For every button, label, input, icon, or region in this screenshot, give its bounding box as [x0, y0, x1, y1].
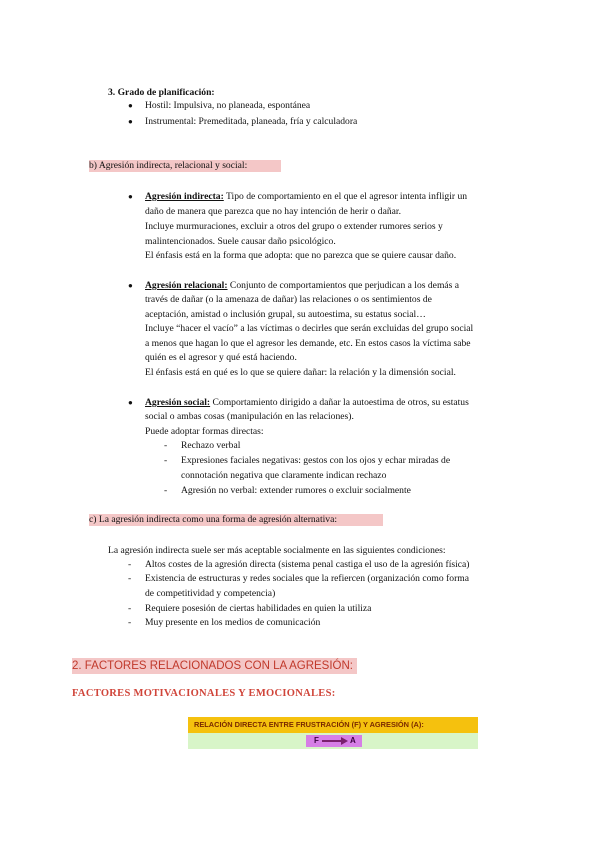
- relacional-line: aceptación, amistad o inclusión grupal, su autoestima, su estatus social…: [145, 309, 426, 320]
- a-label: A: [350, 736, 356, 745]
- form-item: connotación negativa que claramente indican rechazo: [181, 470, 387, 481]
- dash-icon: -: [164, 485, 168, 496]
- condition-item: Muy presente en los medios de comunicación: [145, 617, 321, 628]
- social-line-1: [145, 397, 469, 409]
- bullet-icon: ●: [128, 101, 133, 110]
- dash-icon: -: [128, 617, 132, 628]
- section-2-title: 2. FACTORES RELACIONADOS CON LA AGRESIÓN:: [72, 658, 357, 674]
- indirecta-line: Incluye murmuraciones, excluir a otros del grupo o extender rumores serios y: [145, 221, 443, 232]
- section-b-heading: b) Agresión indirecta, relacional y social:: [89, 160, 281, 172]
- condition-item: de competitividad y competencia): [145, 588, 276, 599]
- indirecta-line: El énfasis está en la forma que adopta: que no parezca que se quiere causar daño.: [145, 250, 457, 261]
- condition-item: Existencia de estructuras y redes sociales que la refiercen (organización como forma: [145, 573, 469, 584]
- arrow-right-icon: [322, 737, 348, 745]
- indirecta-line: daño de manera que parezca que no hay intención de herir o dañar.: [145, 206, 401, 217]
- term-indirecta: Agresión indirecta:: [145, 191, 224, 202]
- dash-icon: -: [164, 455, 168, 466]
- section-c-heading: c) La agresión indirecta como una forma de agresión alternativa:: [89, 514, 383, 526]
- section-c-intro: La agresión indirecta suele ser más aceptable socialmente en las siguientes condiciones:: [108, 545, 446, 556]
- bullet-icon: ●: [128, 281, 133, 290]
- section-3-title: 3. Grado de planificación:: [108, 87, 215, 98]
- relacional-line: a menos que hagan lo que el agresor les demande, etc. En estos casos la víctima sabe: [145, 338, 471, 349]
- indirecta-line: malintencionados. Suele causar daño psicológico.: [145, 236, 336, 247]
- bullet-icon: ●: [128, 398, 133, 407]
- table-body: [188, 733, 478, 749]
- condition-item: Altos costes de la agresión directa (sistema penal castiga el uso de la agresión física): [145, 559, 470, 570]
- condition-item: Requiere posesión de ciertas habilidades en quien la utiliza: [145, 603, 372, 614]
- form-item: Rechazo verbal: [181, 440, 241, 451]
- text-segment: Comportamiento dirigido a dañar la autoestima de otros, su estatus: [210, 397, 469, 408]
- dash-icon: -: [128, 559, 132, 570]
- relacional-line-1: [145, 280, 459, 292]
- frustration-aggression-table: [188, 717, 478, 749]
- social-line: Puede adoptar formas directas:: [145, 426, 264, 437]
- relacional-line: través de dañar (o la amenaza de dañar) las relaciones o os sentimientos de: [145, 294, 432, 305]
- form-item: Expresiones faciales negativas: gestos con los ojos y echar miradas de: [181, 455, 451, 466]
- term-relacional: Agresión relacional:: [145, 280, 228, 291]
- indirecta-line-1: [145, 191, 467, 203]
- f-label: F: [314, 736, 319, 745]
- relacional-line: El énfasis está en qué es lo que se quiere dañar: la relación y la dimensión social.: [145, 367, 456, 378]
- list-item: Instrumental: Premeditada, planeada, fría y calculadora: [145, 116, 358, 127]
- term-social: Agresión social:: [145, 397, 211, 408]
- dash-icon: -: [164, 440, 168, 451]
- bullet-icon: ●: [128, 192, 133, 201]
- dash-icon: -: [128, 573, 132, 584]
- table-header: RELACIÓN DIRECTA ENTRE FRUSTRACIÓN (F) Y AGRESIÓN (A):: [188, 717, 478, 733]
- relacional-line: quién es el agresor y qué está haciendo.: [145, 352, 297, 363]
- dash-icon: -: [128, 603, 132, 614]
- section-2-subtitle: FACTORES MOTIVACIONALES Y EMOCIONALES:: [72, 688, 336, 699]
- f-to-a-cell: [306, 735, 362, 747]
- bullet-icon: ●: [128, 117, 133, 126]
- list-item: Hostil: Impulsiva, no planeada, espontánea: [145, 100, 311, 111]
- text-segment: Tipo de comportamiento en el que el agresor intenta infligir un: [223, 191, 468, 202]
- social-line: social o ambas cosas (manipulación en las relaciones).: [145, 411, 354, 422]
- relacional-line: Incluye “hacer el vacío” a las víctimas o decirles que serán excluidas del grupo social: [145, 323, 474, 334]
- form-item: Agresión no verbal: extender rumores o excluir socialmente: [181, 485, 411, 496]
- text-segment: Conjunto de comportamientos que perjudican a los demás a: [227, 280, 460, 291]
